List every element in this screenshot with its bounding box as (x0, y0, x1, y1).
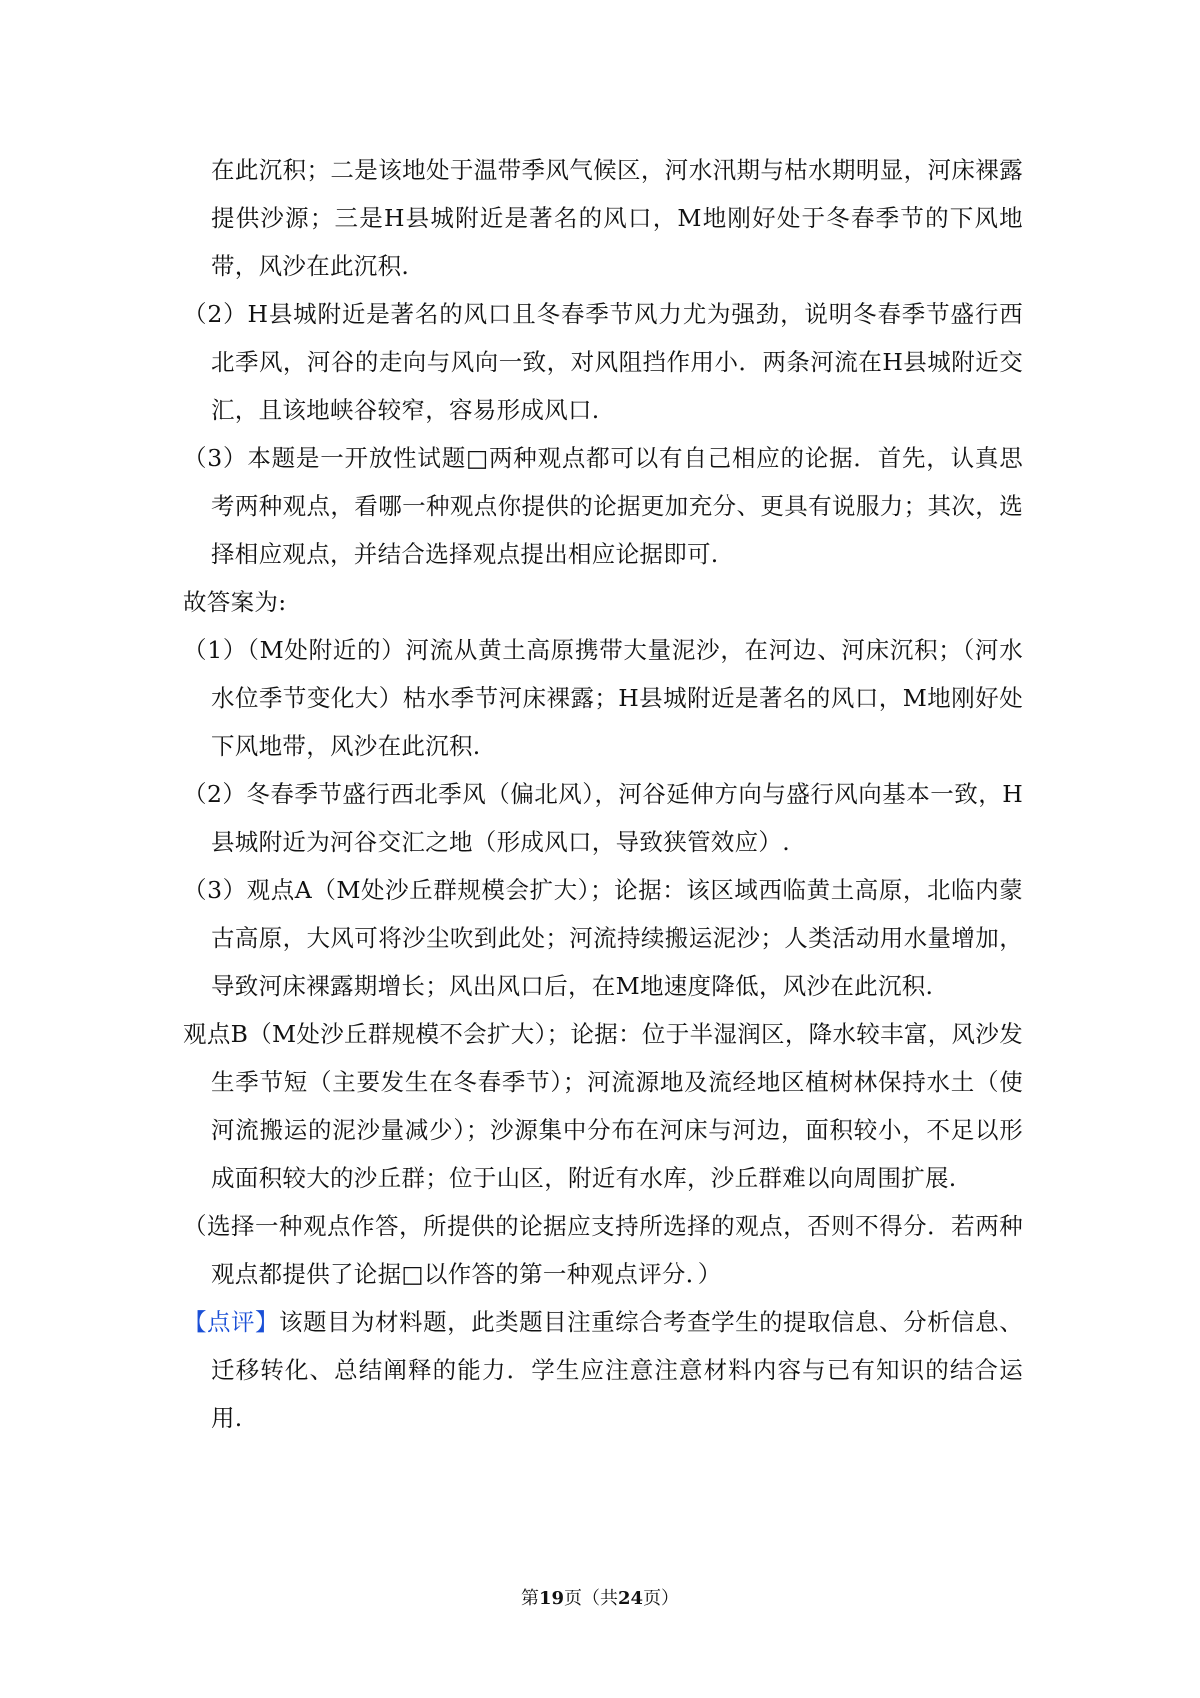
comment-text: 该题目为材料题，此类题目注重综合考查学生的提取信息、分析信息、迁移转化、总结阐释的能力．学生应注意注意材料内容与已有知识的结合运用. (211, 1308, 1023, 1432)
footer-prefix: 第 (520, 1588, 539, 1609)
paragraph-explanation-2: （2）H县城附近是著名的风口且冬春季节风力尤为强劲，说明冬春季节盛行西北季风，河谷的走向与风向一致，对风阻挡作用小．两条河流在H县城附近交汇，且该地峡谷较窄，容易形成风口. (183, 300, 1023, 424)
answer-content (183, 146, 1023, 1442)
footer-mid: 页（共 (564, 1588, 618, 1609)
footer-suffix: 页） (643, 1588, 680, 1609)
answer-heading: 故答案为: (183, 588, 287, 616)
footer-total-pages: 24 (618, 1588, 644, 1609)
answer-3-view-b: 观点B（M处沙丘群规模不会扩大）；论据：位于半湿润区，降水较丰富，风沙发生季节短（主要发生在冬春季节）；河流源地及流经地区植树林保持水土（使河流搬运的泥沙量减少）；沙源集中分布在河床与河边，面积较小，不足以形成面积较大的沙丘群；位于山区，附近有水库，沙丘群难以向周围扩展. (183, 1020, 1023, 1192)
footer-page-number: 19 (538, 1588, 564, 1609)
paragraph-explanation-3: （3）本题是一开放性试题□两种观点都可以有自己相应的论据．首先，认真思考两种观点，看哪一种观点你提供的论据更加充分、更具有说服力；其次，选择相应观点，并结合选择观点提出相应论据即可. (183, 444, 1023, 568)
comment-paragraph (183, 1298, 1023, 1442)
comment-tag: 【点评】 (183, 1308, 280, 1336)
page-footer (0, 1584, 1200, 1610)
answer-3-view-a: （3）观点A（M处沙丘群规模会扩大）；论据：该区域西临黄土高原，北临内蒙古高原，大风可将沙尘吹到此处；河流持续搬运泥沙；人类活动用水量增加，导致河床裸露期增长；风出风口后，在M地速度降低，风沙在此沉积. (183, 876, 1023, 1000)
paragraph-continued: 在此沉积；二是该地处于温带季风气候区，河水汛期与枯水期明显，河床裸露提供沙源；三是H县城附近是著名的风口，M地刚好处于冬春季节的下风地带，风沙在此沉积. (211, 156, 1023, 280)
answer-1: （1）（M处附近的）河流从黄土高原携带大量泥沙，在河边、河床沉积；（河水水位季节变化大）枯水季节河床裸露；H县城附近是著名的风口，M地刚好处下风地带，风沙在此沉积. (183, 636, 1023, 760)
answer-note: （选择一种观点作答，所提供的论据应支持所选择的观点，否则不得分．若两种观点都提供了论据□以作答的第一种观点评分．） (183, 1212, 1023, 1288)
answer-2: （2）冬春季节盛行西北季风（偏北风），河谷延伸方向与盛行风向基本一致，H县城附近为河谷交汇之地（形成风口，导致狭管效应）. (183, 780, 1023, 856)
